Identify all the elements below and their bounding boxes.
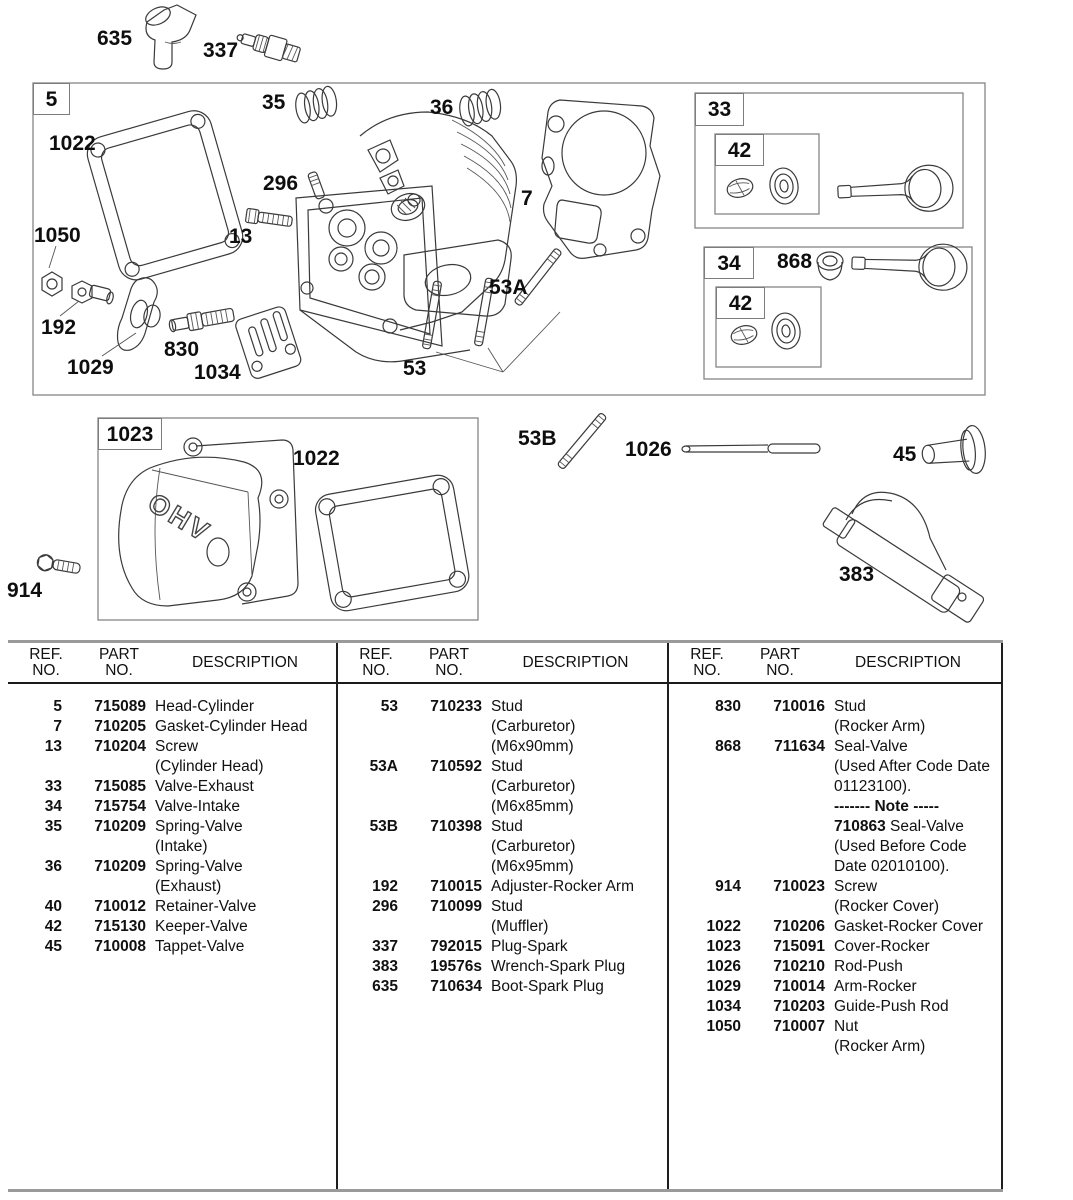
cylinder-head-icon [296, 112, 516, 362]
table-row [669, 1017, 1001, 1057]
description-cell: Keeper-Valve [155, 918, 248, 935]
leader-line-1029 [102, 333, 136, 356]
table-row [669, 997, 1001, 1017]
callout-53b: 53B [518, 427, 557, 450]
ref-no-cell: 1029 [706, 978, 741, 995]
table-row [8, 697, 336, 717]
part-no-cell: 710205 [94, 718, 146, 735]
part-no-cell: 710209 [94, 818, 146, 835]
rocker-cover-gasket-icon [313, 473, 471, 614]
ref-no-cell: 42 [44, 918, 62, 935]
callout-1022: 1022 [293, 447, 340, 470]
table-row [8, 817, 336, 857]
part-no-cell: 710206 [773, 918, 825, 935]
callout-337: 337 [203, 39, 239, 62]
ref-no-cell: 34 [44, 798, 62, 815]
table-column [8, 643, 338, 1189]
description-cell: Gasket-Rocker Cover [834, 918, 984, 935]
ref-no-cell: 1023 [706, 938, 741, 955]
table-row [8, 737, 336, 777]
part-no-cell: 710023 [773, 878, 825, 895]
part-no-cell: 715130 [94, 918, 146, 935]
ref-no-cell: 192 [372, 878, 398, 895]
ref-no-cell: 53A [369, 758, 398, 775]
table-header-row: REF. NO. PART NO. DESCRIPTION [669, 643, 1001, 684]
table-row [338, 937, 667, 957]
description-cell: Wrench-Spark Plug [491, 958, 626, 975]
table-row [669, 957, 1001, 977]
description-cell: Spring-Valve (Intake) [155, 818, 243, 855]
table-row [669, 877, 1001, 917]
callout-1022: 1022 [49, 132, 96, 155]
part-no-cell: 710016 [773, 698, 825, 715]
table-row [669, 737, 1001, 877]
part-no-cell: 710233 [430, 698, 482, 715]
table-row [338, 817, 667, 877]
callout-296: 296 [263, 172, 299, 195]
part-no-cell: 710592 [430, 758, 482, 775]
description-cell: Stud (Rocker Arm) [834, 698, 926, 735]
part-no-cell: 710634 [430, 978, 482, 995]
description-header: DESCRIPTION [855, 653, 961, 671]
ohv-embossed-text: OHV [142, 487, 217, 548]
part-no-cell: 715085 [94, 778, 146, 795]
part-no-cell: 710014 [773, 978, 825, 995]
intake-valve-icon [851, 241, 968, 291]
callout-box-34: 34 [704, 247, 754, 279]
ref-no-cell: 1034 [706, 998, 741, 1015]
ref-no-cell: 36 [44, 858, 62, 875]
callout-383: 383 [839, 563, 875, 586]
table-row [338, 757, 667, 817]
ref-no-cell: 33 [44, 778, 62, 795]
ref-no-cell: 1026 [706, 958, 741, 975]
callout-36: 36 [430, 96, 454, 119]
ref-no-cell: 35 [44, 818, 62, 835]
table-row [338, 877, 667, 897]
table-row [669, 697, 1001, 737]
callout-1034: 1034 [194, 361, 241, 384]
ref-no-cell: 830 [715, 698, 741, 715]
rocker-cover-icon [119, 438, 298, 606]
callout-7: 7 [521, 187, 533, 210]
rocker-arm-icon [118, 278, 162, 351]
description-cell: Stud (Muffler) [491, 898, 549, 935]
carburetor-stud-53-icon [422, 281, 442, 349]
table-row [338, 697, 667, 757]
description-cell: Boot-Spark Plug [491, 978, 604, 995]
leader-lines-1050-192 [49, 246, 79, 316]
description-cell: Gasket-Cylinder Head [155, 718, 308, 735]
part-no-cell: 19576s [430, 958, 482, 975]
description-header: DESCRIPTION [522, 653, 629, 671]
valve-keeper-icon [729, 323, 759, 347]
push-rod-icon [682, 444, 820, 453]
description-cell: Arm-Rocker [834, 978, 917, 995]
ref-no-cell: 5 [53, 698, 62, 715]
spark-plug-wrench-icon [822, 492, 985, 623]
callout-box-42: 42 [716, 287, 765, 319]
cylinder-head-screw-icon [245, 208, 293, 228]
part-no-cell: 710099 [430, 898, 482, 915]
callout-914: 914 [7, 579, 43, 602]
valve-retainer-icon [770, 311, 803, 351]
description-cell: Spring-Valve (Exhaust) [155, 858, 243, 895]
description-cell: Plug-Spark [491, 938, 568, 955]
part-no-cell: 710007 [773, 1018, 825, 1035]
table-column [669, 643, 1003, 1189]
ref-no-cell: 40 [44, 898, 62, 915]
ref-no-cell: 337 [372, 938, 398, 955]
table-row [338, 977, 667, 997]
ref-no-cell: 53 [380, 698, 398, 715]
part-no-cell: 710012 [94, 898, 146, 915]
callout-1050: 1050 [34, 224, 81, 247]
callout-1029: 1029 [67, 356, 114, 379]
callout-box-1023: 1023 [98, 418, 162, 450]
cylinder-head-gasket-icon [542, 100, 660, 258]
description-cell: Valve-Exhaust [155, 778, 254, 795]
ref-no-cell: 45 [44, 938, 62, 955]
callout-35: 35 [262, 91, 286, 114]
ref-no-cell: 7 [53, 718, 62, 735]
ref-no-cell: 635 [372, 978, 398, 995]
callout-53a: 53A [489, 276, 528, 299]
description-cell: Valve-Intake [155, 798, 241, 815]
description-cell: Adjuster-Rocker Arm [491, 878, 634, 895]
valve-seal-icon [817, 252, 843, 280]
ref-no-cell: 13 [44, 738, 62, 755]
rocker-cover-gasket-icon [83, 107, 247, 285]
valve-keeper-icon [725, 176, 755, 200]
ref-no-cell: 1050 [706, 1018, 741, 1035]
description-cell: Rod-Push [834, 958, 903, 975]
description-cell: Screw (Cylinder Head) [155, 738, 264, 775]
boot-spark-plug-icon [143, 3, 196, 69]
part-no-cell: 715754 [94, 798, 146, 815]
description-cell: Stud (Carburetor) (M6x90mm) [491, 698, 576, 755]
table-row [669, 977, 1001, 997]
table-row [8, 797, 336, 817]
callout-box-33: 33 [695, 93, 744, 126]
callout-1026: 1026 [625, 438, 672, 461]
table-row [8, 917, 336, 937]
spark-plug-icon [234, 26, 302, 65]
description-cell: Guide-Push Rod [834, 998, 949, 1015]
tappet-icon [920, 424, 988, 478]
rocker-arm-stud-icon [168, 306, 235, 334]
rocker-cover-screw-icon [36, 553, 81, 576]
description-header: DESCRIPTION [192, 653, 298, 671]
table-row [8, 937, 336, 957]
callout-box-5: 5 [33, 83, 70, 115]
part-no-cell: 715089 [94, 698, 146, 715]
table-column [338, 643, 669, 1189]
table-row [338, 897, 667, 937]
ref-no-cell: 296 [372, 898, 398, 915]
part-no-cell: 711634 [774, 738, 825, 755]
ref-no-cell: 53B [369, 818, 398, 835]
description-cell: Stud (Carburetor) (M6x85mm) [491, 758, 576, 815]
table-row [8, 777, 336, 797]
description-cell: Nut (Rocker Arm) [834, 1018, 926, 1055]
exhaust-valve-icon [837, 164, 954, 216]
ref-no-cell: 1022 [706, 918, 741, 935]
description-cell: Seal-Valve (Used After Code Date 01123100). ------- Note ----- 710863 Seal-Valve (Used Before Code Date 02010100). [834, 738, 990, 875]
table-row [8, 897, 336, 917]
table-row [669, 917, 1001, 937]
callout-635: 635 [97, 27, 133, 50]
description-cell: Retainer-Valve [155, 898, 257, 915]
ref-no-cell: 868 [715, 738, 741, 755]
valve-spring-exhaust-icon [458, 88, 503, 126]
ref-no-cell: 914 [715, 878, 741, 895]
description-cell: Head-Cylinder [155, 698, 255, 715]
part-no-cell: 710204 [94, 738, 146, 755]
part-no-cell: 710203 [773, 998, 825, 1015]
ref-no-cell: 383 [372, 958, 398, 975]
valve-spring-intake-icon [294, 85, 339, 123]
part-no-cell: 710015 [430, 878, 482, 895]
table-row [8, 717, 336, 737]
callout-45: 45 [893, 443, 917, 466]
part-no-cell: 710398 [430, 818, 482, 835]
part-no-cell: 710209 [94, 858, 146, 875]
part-no-cell: 710210 [773, 958, 825, 975]
callout-830: 830 [164, 338, 200, 361]
push-rod-guide-icon [234, 305, 303, 380]
table-row [8, 857, 336, 897]
callout-192: 192 [41, 316, 77, 339]
part-no-cell: 715091 [773, 938, 825, 955]
table-row [669, 937, 1001, 957]
callout-box-42: 42 [715, 134, 764, 166]
table-header-row: REF. NO. PART NO. DESCRIPTION [8, 643, 336, 684]
valve-retainer-icon [768, 166, 801, 206]
description-cell: Stud (Carburetor) (M6x95mm) [491, 818, 576, 875]
description-cell: Tappet-Valve [155, 938, 245, 955]
carburetor-stud-53b-icon [557, 412, 607, 469]
table-header-row: REF. NO. PART NO. DESCRIPTION [338, 643, 667, 684]
part-no-cell: 710008 [94, 938, 146, 955]
callout-13: 13 [229, 225, 253, 248]
description-cell: Screw (Rocker Cover) [834, 878, 940, 915]
leader-lines-53 [436, 312, 560, 372]
callout-868: 868 [777, 250, 813, 273]
part-no-cell: 792015 [430, 938, 482, 955]
description-cell: Cover-Rocker [834, 938, 930, 955]
table-row [338, 957, 667, 977]
callout-53: 53 [403, 357, 427, 380]
rocker-arm-nut-icon [42, 272, 62, 296]
parts-table [8, 640, 1003, 1192]
